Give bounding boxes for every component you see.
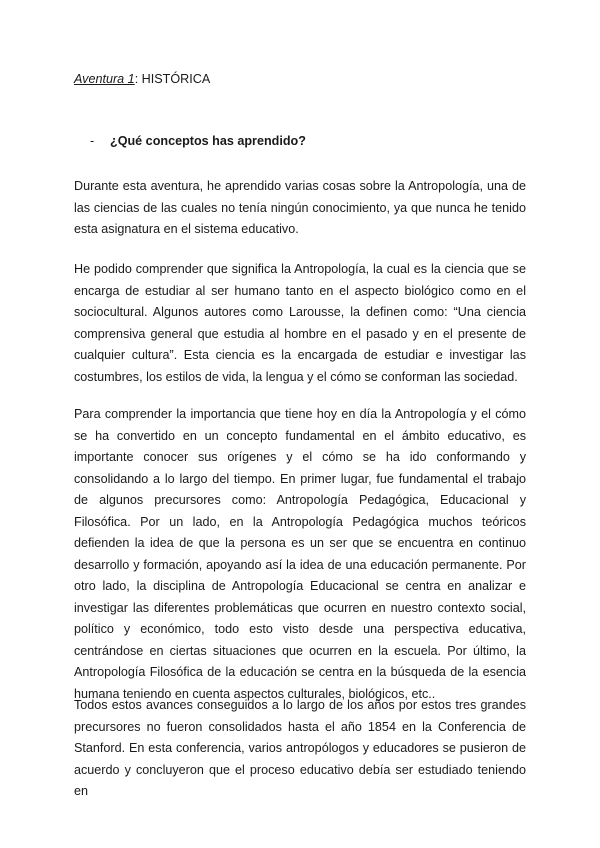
question-heading <box>90 134 306 148</box>
paragraph: He podido comprender que significa la Antropología, la cual es la ciencia que se encarga de estudiar al ser humano tanto en el aspecto biológico como en el sociocultural. Algunos autores como Larousse, la definen como: “Una ciencia comprensiva general que estudia al hombre en el pasado y en el presente de cualquier cultura”. Esta ciencia es la encargada de estudiar e investigar las costumbres, los estilos de vida, la lengua y el cómo se conforman las sociedad. <box>74 262 526 384</box>
section-heading <box>74 72 210 86</box>
paragraph: Para comprender la importancia que tiene hoy en día la Antropología y el cómo se ha convertido en un concepto fundamental en el ámbito educativo, es importante conocer sus orígenes y el cómo se ha ido conformando y consolidando a lo largo del tiempo. En primer lugar, fue fundamental el trabajo de algunos precursores como: Antropología Pedagógica, Educacional y Filosófica. Por un lado, en la Antropología Pedagógica muchos teóricos defienden la idea de que la persona es un ser que se encuentra en continuo desarrollo y formación, apoyando así la idea de una educación permanente. Por otro lado, la disciplina de Antropología Educacional se centra en analizar e investigar las diferentes problemáticas que ocurren en nuestro contexto social, político y económico, todo esto visto desde una perspectiva educativa, centrándose en ciertas situaciones que ocurren en la escuela. Por último, la Antropología Filosófica de la educación se centra en la búsqueda de la esencia humana teniendo en cuenta aspectos culturales, biológicos, etc.. <box>74 407 526 701</box>
heading-adventure-label: Aventura 1 <box>74 72 135 86</box>
bullet-dash: - <box>90 134 95 148</box>
heading-title: : HISTÓRICA <box>134 72 211 86</box>
question-text: ¿Qué conceptos has aprendido? <box>110 134 306 148</box>
paragraph: Durante esta aventura, he aprendido varias cosas sobre la Antropología, una de las ciencias de las cuales no tenía ningún conocimiento, ya que nunca he tenido esta asignatura en el sistema educativo. <box>74 179 526 236</box>
paragraph: Todos estos avances conseguidos a lo largo de los años por estos tres grandes precursores no fueron consolidados hasta el año 1854 en la Conferencia de Stanford. En esta conferencia, varios antropólogos y educadores se pusieron de acuerdo y concluyeron que el proceso educativo debía ser estudiado teniendo en <box>74 698 526 798</box>
